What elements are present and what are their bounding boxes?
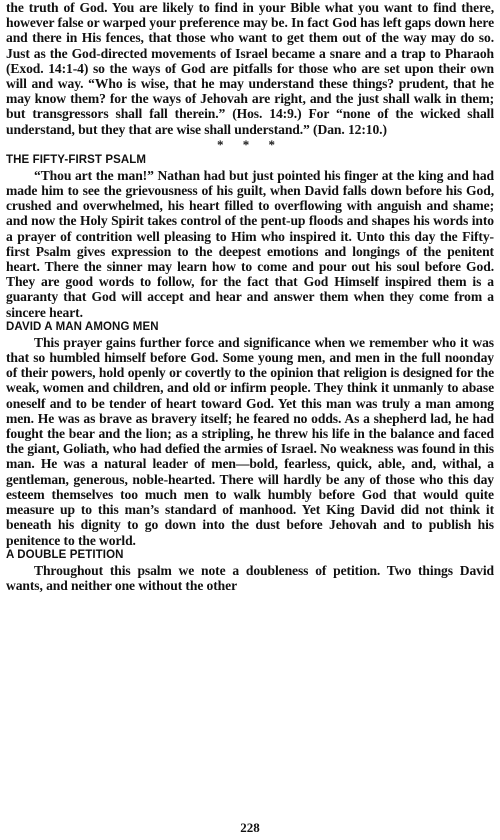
document-page: [6, 0, 494, 840]
section-david-a-man-among-men: [6, 320, 494, 548]
page-number: 228: [240, 820, 260, 835]
section-double-petition: [6, 548, 494, 593]
section-paragraph: Throughout this psalm we note a doubleness of petition. Two things David wants, and neither one without the other: [6, 562, 494, 593]
intro-paragraph: the truth of God. You are likely to find in your Bible what you want to find there, however false or warped your preference may be. In fact God has left gaps down here and there in His fences, that those who want to get them out of the way may do so. Just as the God-directed movements of Israel became a snare and a trap to Pharaoh (Exod. 14:1-4) so the ways of God are pitfalls for those who are set upon their own will and way. “Who is wise, that he may understand these things? prudent, that he may know them? for the ways of Jehovah are right, and the just shall walk in them; but transgressors shall fall therein.” (Hos. 14:9.) For “none of the wicked shall understand, but they that are wise shall understand.” (Dan. 12:10.): [6, 0, 494, 137]
section-fifty-first-psalm: [6, 153, 494, 320]
section-heading: A DOUBLE PETITION: [6, 548, 124, 561]
section-paragraph: This prayer gains further force and significance when we remember who it was that so humbled himself before God. Some young men, and men in the full noonday of their powers, hold openly or covertly to the opinion that religion is designed for the weak, women and children, and old or infirm people. They think it unmanly to abase oneself and to be tender of heart toward God. Yet this man was truly a man among men. He was as brave as bravery itself; he feared no odds. As a shepherd lad, he had fought the bear and the lion; as a stripling, he threw his life in the balance and faced the giant, Goliath, who had defied the armies of Israel. No weakness was found in this man. He was a natural leader of men—bold, fearless, quick, able, and, withal, a gentleman, generous, noble-hearted. There will hardly be any of those who this day esteem themselves too much men to walk humbly before God that would quite measure up to this man’s standard of manhood. Yet King David did not think it beneath his dignity to go down into the dust before Jehovah and to publish his penitence to the world.: [6, 334, 494, 548]
section-paragraph: “Thou art the man!” Nathan had but just pointed his finger at the king and had made him to see the grievousness of his guilt, when David falls down before his God, crushed and overwhelmed, his heart filled to overflowing with anguish and shame; and now the Holy Spirit takes control of the pent-up floods and shapes his words into a prayer of contrition well pleasing to Him who inspired it. Unto this day the Fifty-first Psalm gives expression to the deepest emotions and longings of the penitent heart. There the sinner may learn how to come and pour out his soul before God. They are good words to follow, for the fact that God Himself inspired them is a guaranty that God will accept and hear and answer them when they come from a sincere heart.: [6, 167, 494, 320]
section-heading: DAVID A MAN AMONG MEN: [6, 320, 159, 333]
section-divider: * * *: [217, 136, 283, 152]
section-heading: THE FIFTY-FIRST PSALM: [6, 153, 147, 166]
